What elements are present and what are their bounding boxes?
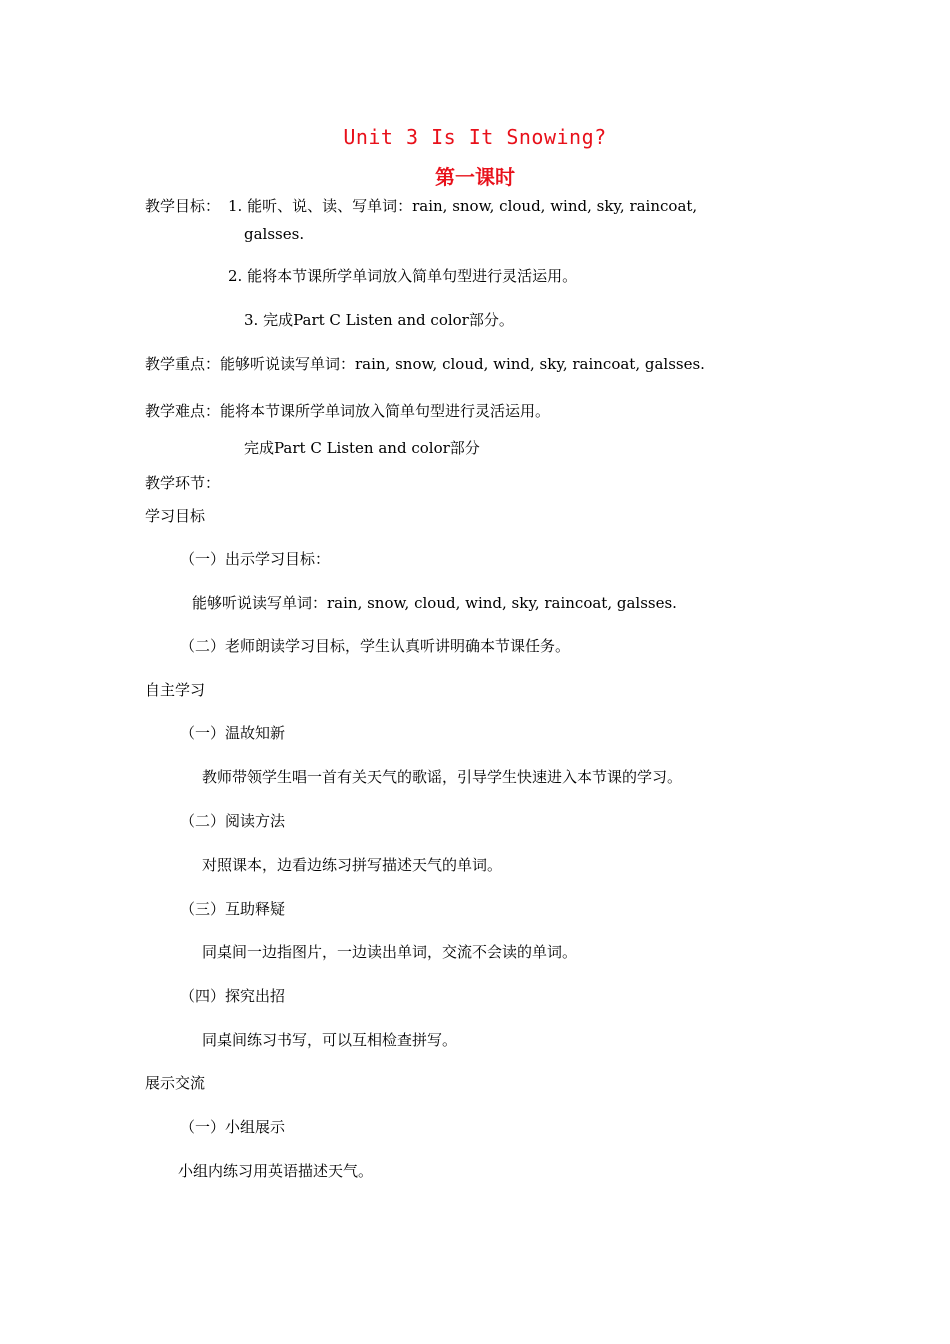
section-heading-learning-goals: 学习目标 — [145, 507, 206, 525]
section2-sub4-text: 同桌间练习书写，可以互相检查拼写。 — [202, 1031, 458, 1049]
section3-sub1: （一）小组展示 — [180, 1118, 286, 1136]
section1-sub1: （一）出示学习目标： — [180, 550, 331, 568]
objectives-label: 教学目标： — [145, 197, 221, 215]
objective-2: 2. 能将本节课所学单词放入简单句型进行灵活运用。 — [228, 267, 578, 285]
section2-sub2-text: 对照课本，边看边练习拼写描述天气的单词。 — [202, 856, 503, 874]
steps-label: 教学环节： — [145, 474, 221, 492]
section2-sub1-text: 教师带领学生唱一首有关天气的歌谣，引导学生快速进入本节课的学习。 — [202, 768, 683, 786]
page-subtitle: 第一课时 — [435, 165, 515, 189]
difficulties-line-2: 完成Part C Listen and color部分 — [244, 439, 480, 457]
section2-sub2: （二）阅读方法 — [180, 812, 286, 830]
section2-sub1: （一）温故知新 — [180, 724, 286, 742]
key-points: 教学重点：能够听说读写单词：rain, snow, cloud, wind, sky, raincoat, galsses. — [145, 355, 705, 373]
objective-3: 3. 完成Part C Listen and color部分。 — [244, 311, 514, 329]
difficulties-line-1: 教学难点：能将本节课所学单词放入简单句型进行灵活运用。 — [145, 402, 551, 420]
objective-1-line-1: 1. 能听、说、读、写单词：rain, snow, cloud, wind, sky, raincoat, — [228, 197, 698, 215]
section-heading-presentation: 展示交流 — [145, 1074, 206, 1092]
section-heading-self-study: 自主学习 — [145, 681, 206, 699]
section1-sub2: （二）老师朗读学习目标，学生认真听讲明确本节课任务。 — [180, 637, 571, 655]
section2-sub3: （三）互助释疑 — [180, 900, 286, 918]
section2-sub3-text: 同桌间一边指图片，一边读出单词，交流不会读的单词。 — [202, 943, 578, 961]
page-title: Unit 3 Is It Snowing? — [343, 125, 607, 149]
section3-sub1-text: 小组内练习用英语描述天气。 — [178, 1162, 374, 1180]
section1-sub1-text: 能够听说读写单词：rain, snow, cloud, wind, sky, raincoat, galsses. — [192, 594, 677, 612]
objective-1-line-2: galsses. — [244, 225, 305, 243]
section2-sub4: （四）探究出招 — [180, 987, 286, 1005]
